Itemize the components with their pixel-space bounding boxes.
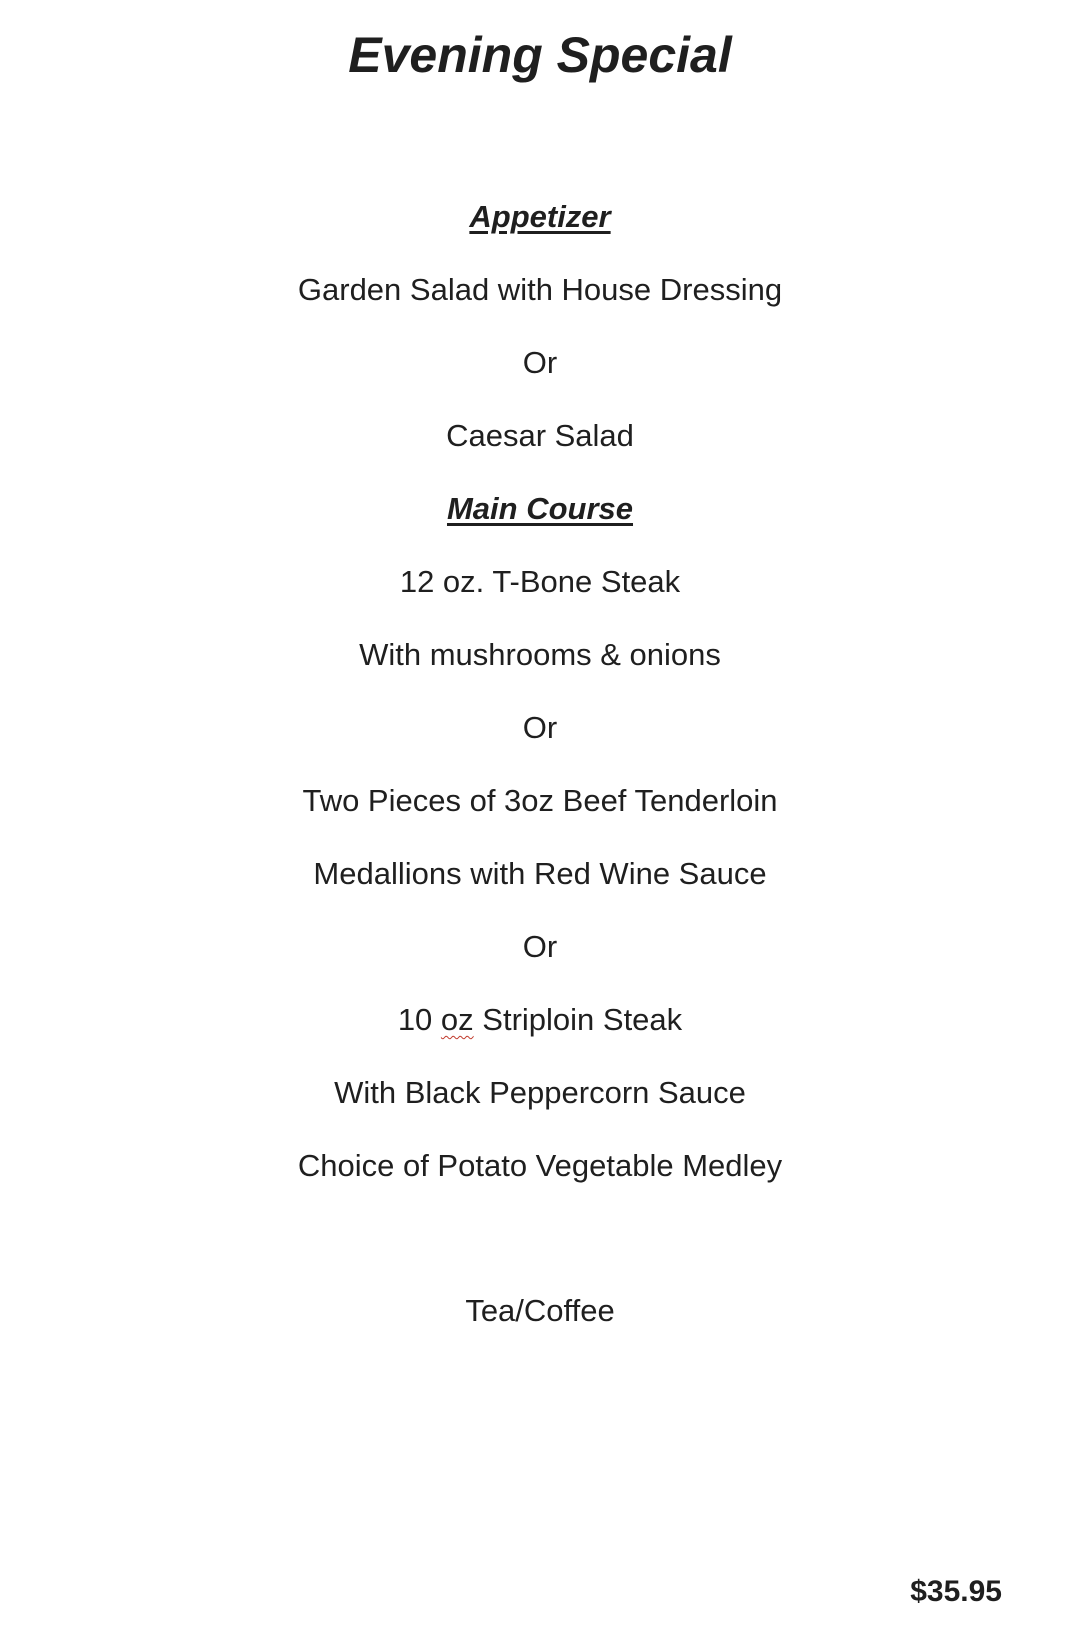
appetizer-or: Or xyxy=(522,345,558,380)
main-sides: Choice of Potato Vegetable Medley xyxy=(297,1148,783,1183)
main-course-heading-row xyxy=(0,489,1080,529)
striploin-weight: 10 xyxy=(397,1002,441,1037)
main-item-tenderloin: Two Pieces of 3oz Beef Tenderloin xyxy=(302,783,778,818)
price: $35.95 xyxy=(910,1575,1002,1608)
main-item-tbone: 12 oz. T-Bone Steak xyxy=(399,564,681,599)
beverage: Tea/Coffee xyxy=(465,1293,615,1328)
appetizer-heading: Appetizer xyxy=(469,199,611,234)
striploin-name: Striploin Steak xyxy=(473,1002,683,1037)
main-item-striploin-detail: With Black Peppercorn Sauce xyxy=(334,1075,746,1110)
main-item-striploin xyxy=(0,1000,1080,1040)
main-or-2: Or xyxy=(522,929,558,964)
appetizer-heading-row xyxy=(0,197,1080,237)
main-item-tbone-detail: With mushrooms & onions xyxy=(359,637,721,672)
menu-title: Evening Special xyxy=(348,27,732,83)
main-or-1: Or xyxy=(522,710,558,745)
appetizer-option-garden-salad: Garden Salad with House Dressing xyxy=(297,272,783,307)
appetizer-option-caesar-salad: Caesar Salad xyxy=(446,418,634,453)
striploin-oz-spellcheck: oz xyxy=(440,1002,474,1037)
main-course-heading: Main Course xyxy=(446,491,634,526)
main-item-tenderloin-detail: Medallions with Red Wine Sauce xyxy=(313,856,767,891)
